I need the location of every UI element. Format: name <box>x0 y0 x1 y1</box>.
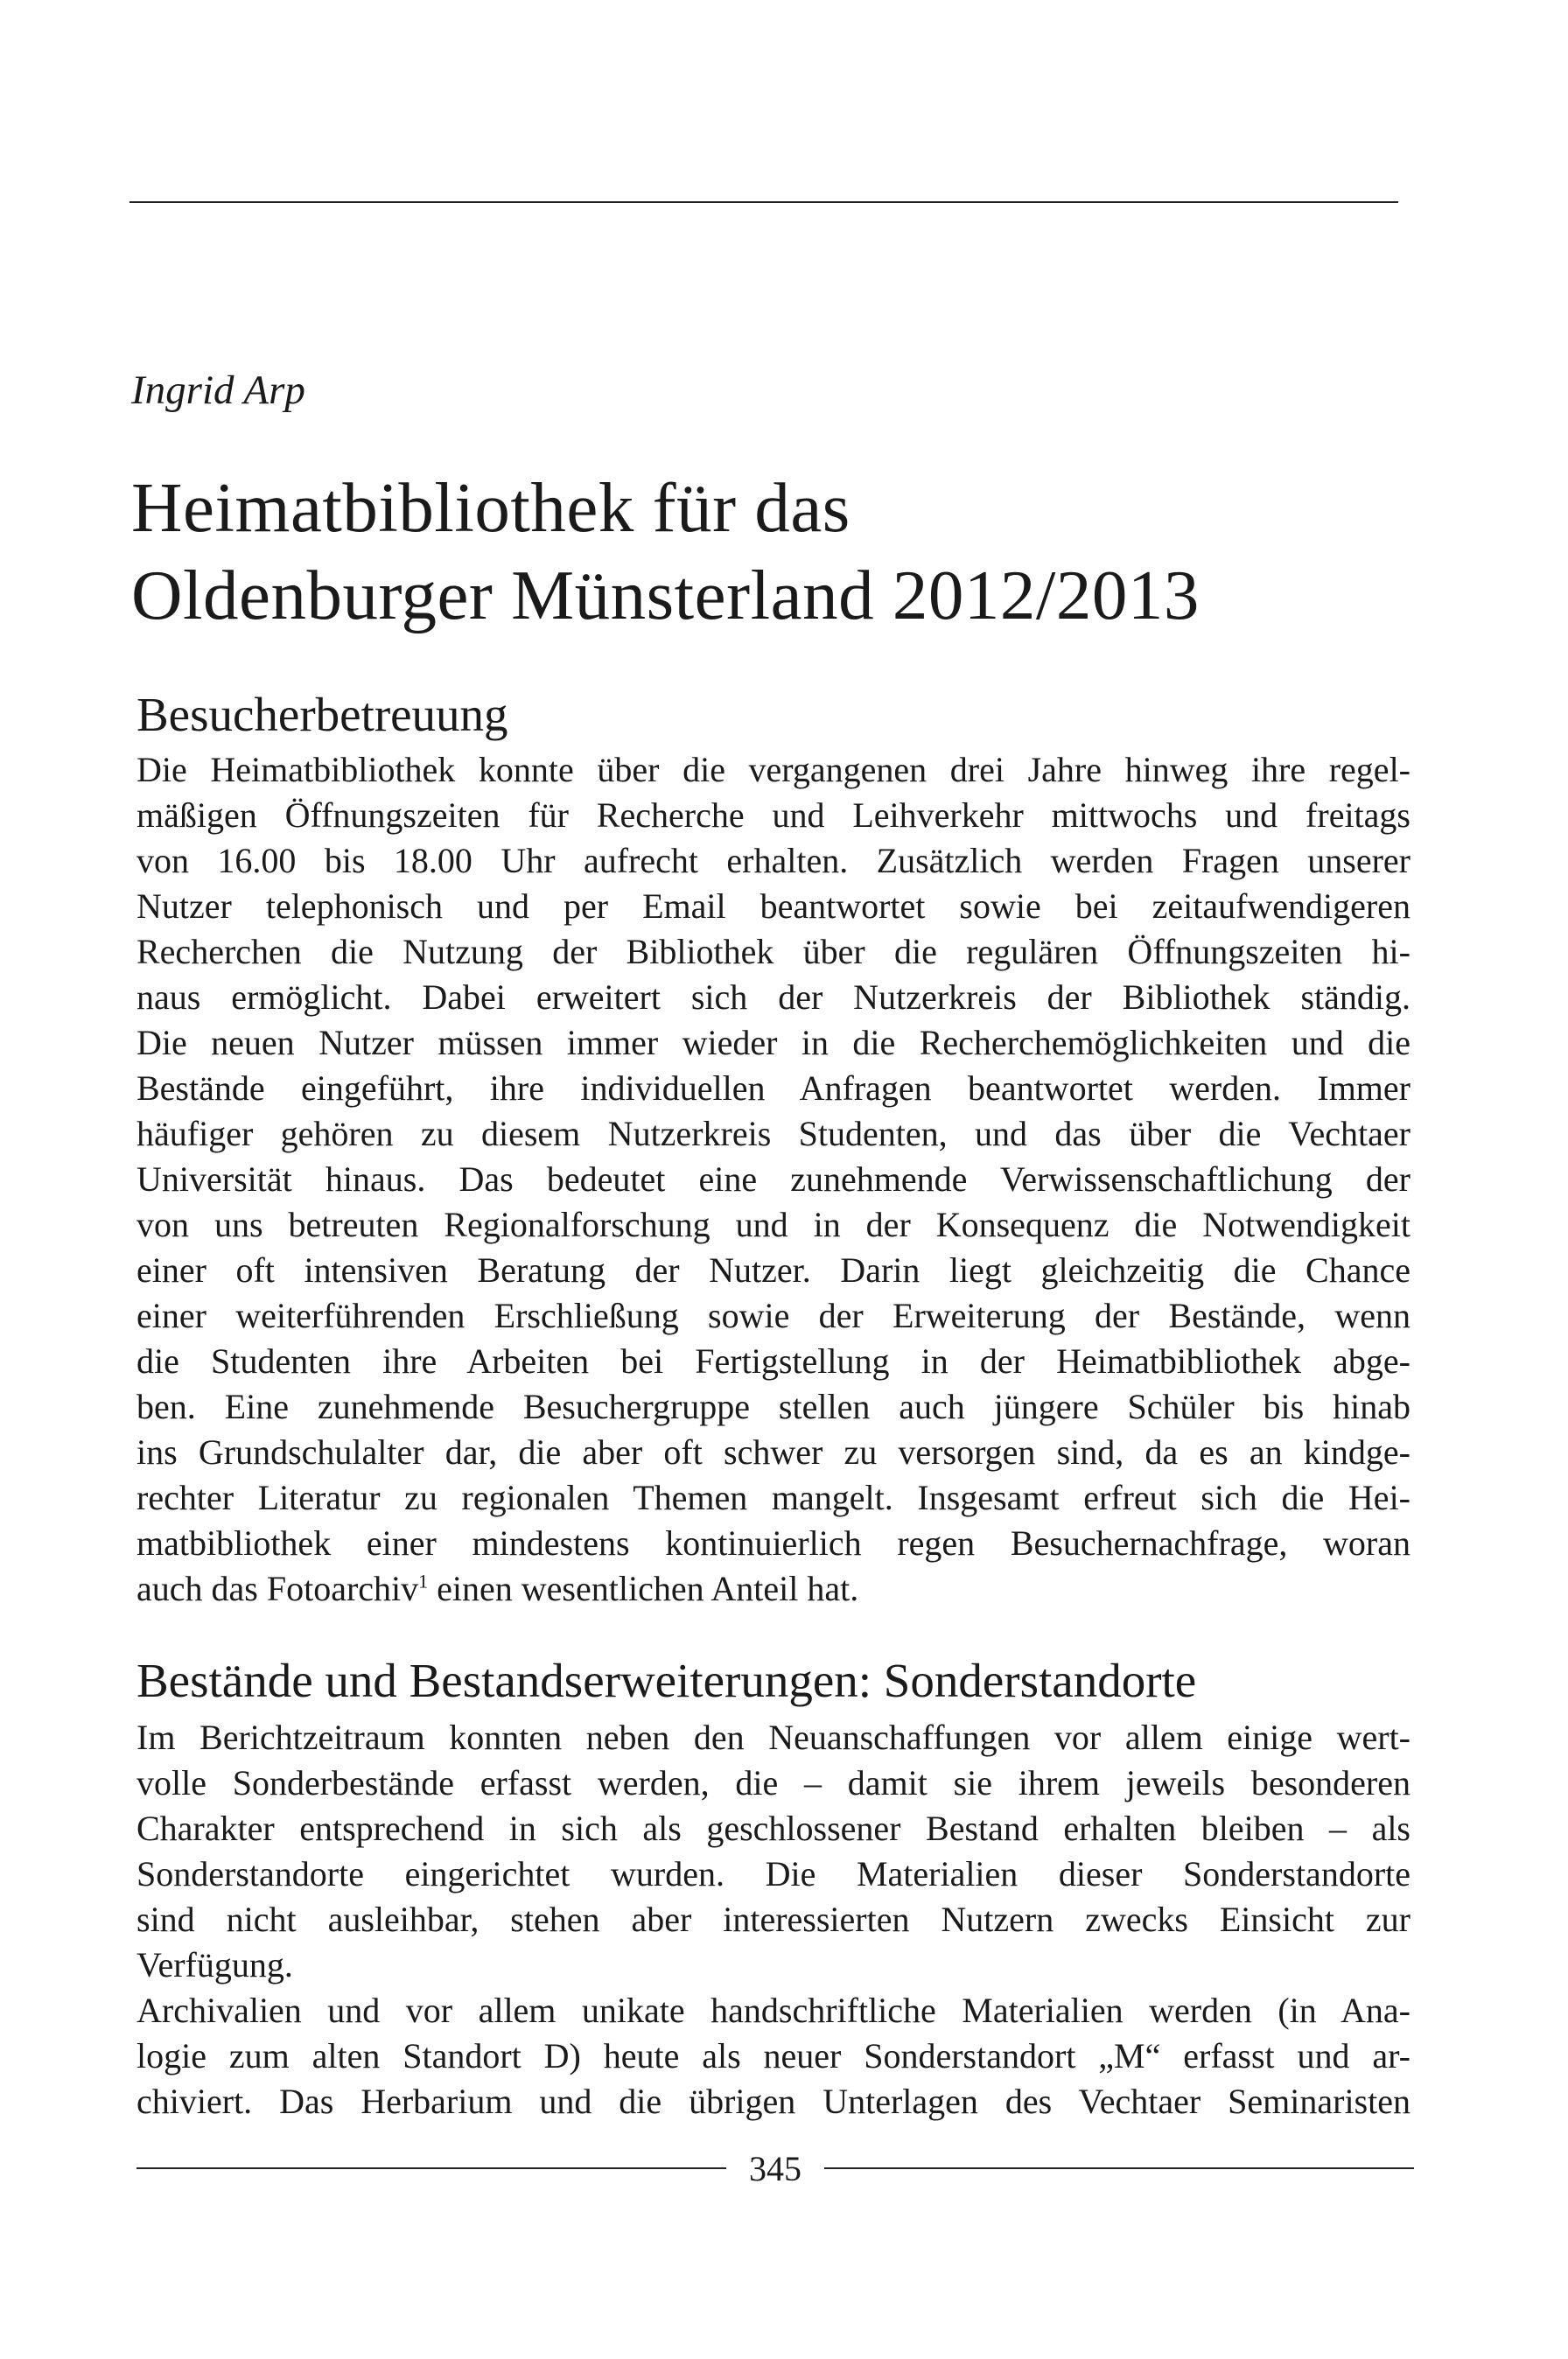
text-line: die Studenten ihre Arbeiten bei Fertigstellung in der Heimatbibliothek abge- <box>136 1341 1410 1381</box>
text-line: logie zum alten Standort D) heute als neuer Sonderstandort „M“ erfasst und ar- <box>136 2036 1410 2076</box>
text-line: einer weiterführenden Erschließung sowie der Erweiterung der Bestände, wenn <box>136 1296 1410 1335</box>
footer-rule-right <box>824 2167 1414 2169</box>
section-bestaende <box>136 1654 1410 2124</box>
text-line: sind nicht ausleihbar, stehen aber interessierten Nutzern zwecks Einsicht zur <box>136 1900 1410 1939</box>
text-line: Recherchen die Nutzung der Bibliothek über die regulären Öffnungszeiten hi- <box>136 932 1410 971</box>
text-fragment: auch das Fotoarchiv <box>136 1569 419 1608</box>
text-line: häufiger gehören zu diesem Nutzerkreis Studenten, und das über die Vechtaer <box>136 1114 1410 1153</box>
text-fragment: einen wesentlichen Anteil hat. <box>428 1569 859 1608</box>
text-line: Nutzer telephonisch und per Email beantwortet sowie bei zeitaufwendigeren <box>136 886 1410 926</box>
text-line: chiviert. Das Herbarium und die übrigen Unterlagen des Vechtaer Seminaristen <box>136 2082 1410 2121</box>
text-line: von uns betreuten Regionalforschung und in der Konsequenz die Notwendigkeit <box>136 1205 1410 1244</box>
text-line: Bestände eingeführt, ihre individuellen Anfragen beantwortet werden. Immer <box>136 1068 1410 1108</box>
page-number: 345 <box>749 2148 802 2188</box>
text-line: einer oft intensiven Beratung der Nutzer. Darin liegt gleichzeitig die Chance <box>136 1250 1410 1290</box>
author-name: Ingrid Arp <box>131 368 305 413</box>
footer-rule-left <box>136 2167 726 2169</box>
text-line: ins Grundschulalter dar, die aber oft schwer zu versorgen sind, da es an kindge- <box>136 1432 1410 1472</box>
section-paragraph <box>136 1715 1410 1988</box>
text-line: Archivalien und vor allem unikate handschriftliche Materialien werden (in Ana- <box>136 1991 1410 2030</box>
text-line: von 16.00 bis 18.00 Uhr aufrecht erhalten. Zusätzlich werden Fragen unserer <box>136 841 1410 880</box>
text-line: Universität hinaus. Das bedeutet eine zunehmende Verwissenschaftlichung der <box>136 1159 1410 1199</box>
text-line-last: Verfügung. <box>136 1945 293 1984</box>
text-line: Sonderstandorte eingerichtet wurden. Die Materialien dieser Sonderstandorte <box>136 1854 1410 1894</box>
article-title <box>131 464 1200 639</box>
header-rule <box>130 201 1398 203</box>
text-line: matbibliothek einer mindestens kontinuierlich regen Besuchernachfrage, woran <box>136 1523 1410 1563</box>
section-heading: Bestände und Bestandserweiterungen: Sonderstandorte <box>136 1654 1197 1707</box>
section-heading: Besucherbetreuung <box>136 688 508 741</box>
text-line: volle Sonderbestände erfasst werden, die – damit sie ihrem jeweils besonderen <box>136 1763 1410 1802</box>
text-line: ben. Eine zunehmende Besuchergruppe stellen auch jüngere Schüler bis hinab <box>136 1387 1410 1426</box>
text-line: Im Berichtzeitraum konnten neben den Neuanschaffungen vor allem einige wert- <box>136 1718 1410 1757</box>
section-paragraph <box>136 1988 1410 2124</box>
text-line: Charakter entsprechend in sich als geschlossener Bestand erhalten bleiben – als <box>136 1809 1410 1848</box>
text-line: Die neuen Nutzer müssen immer wieder in die Recherchemöglichkeiten und die <box>136 1023 1410 1062</box>
text-line: naus ermöglicht. Dabei erweitert sich der Nutzerkreis der Bibliothek ständig. <box>136 977 1410 1017</box>
text-line: Die Heimatbibliothek konnte über die vergangenen drei Jahre hinweg ihre regel- <box>136 750 1410 789</box>
text-line: mäßigen Öffnungszeiten für Recherche und Leihverkehr mittwochs und freitags <box>136 795 1410 835</box>
section-besucherbetreuung <box>136 688 1410 1612</box>
title-line: Oldenburger Münsterland 2012/2013 <box>131 556 1200 634</box>
section-paragraph <box>136 747 1410 1612</box>
page-footer <box>136 2142 1414 2194</box>
text-line-last <box>136 1566 1410 1612</box>
text-line: rechter Literatur zu regionalen Themen mangelt. Insgesamt erfreut sich die Hei- <box>136 1478 1410 1517</box>
title-line: Heimatbibliothek für das <box>131 468 850 547</box>
footnote-marker: 1 <box>418 1570 429 1592</box>
